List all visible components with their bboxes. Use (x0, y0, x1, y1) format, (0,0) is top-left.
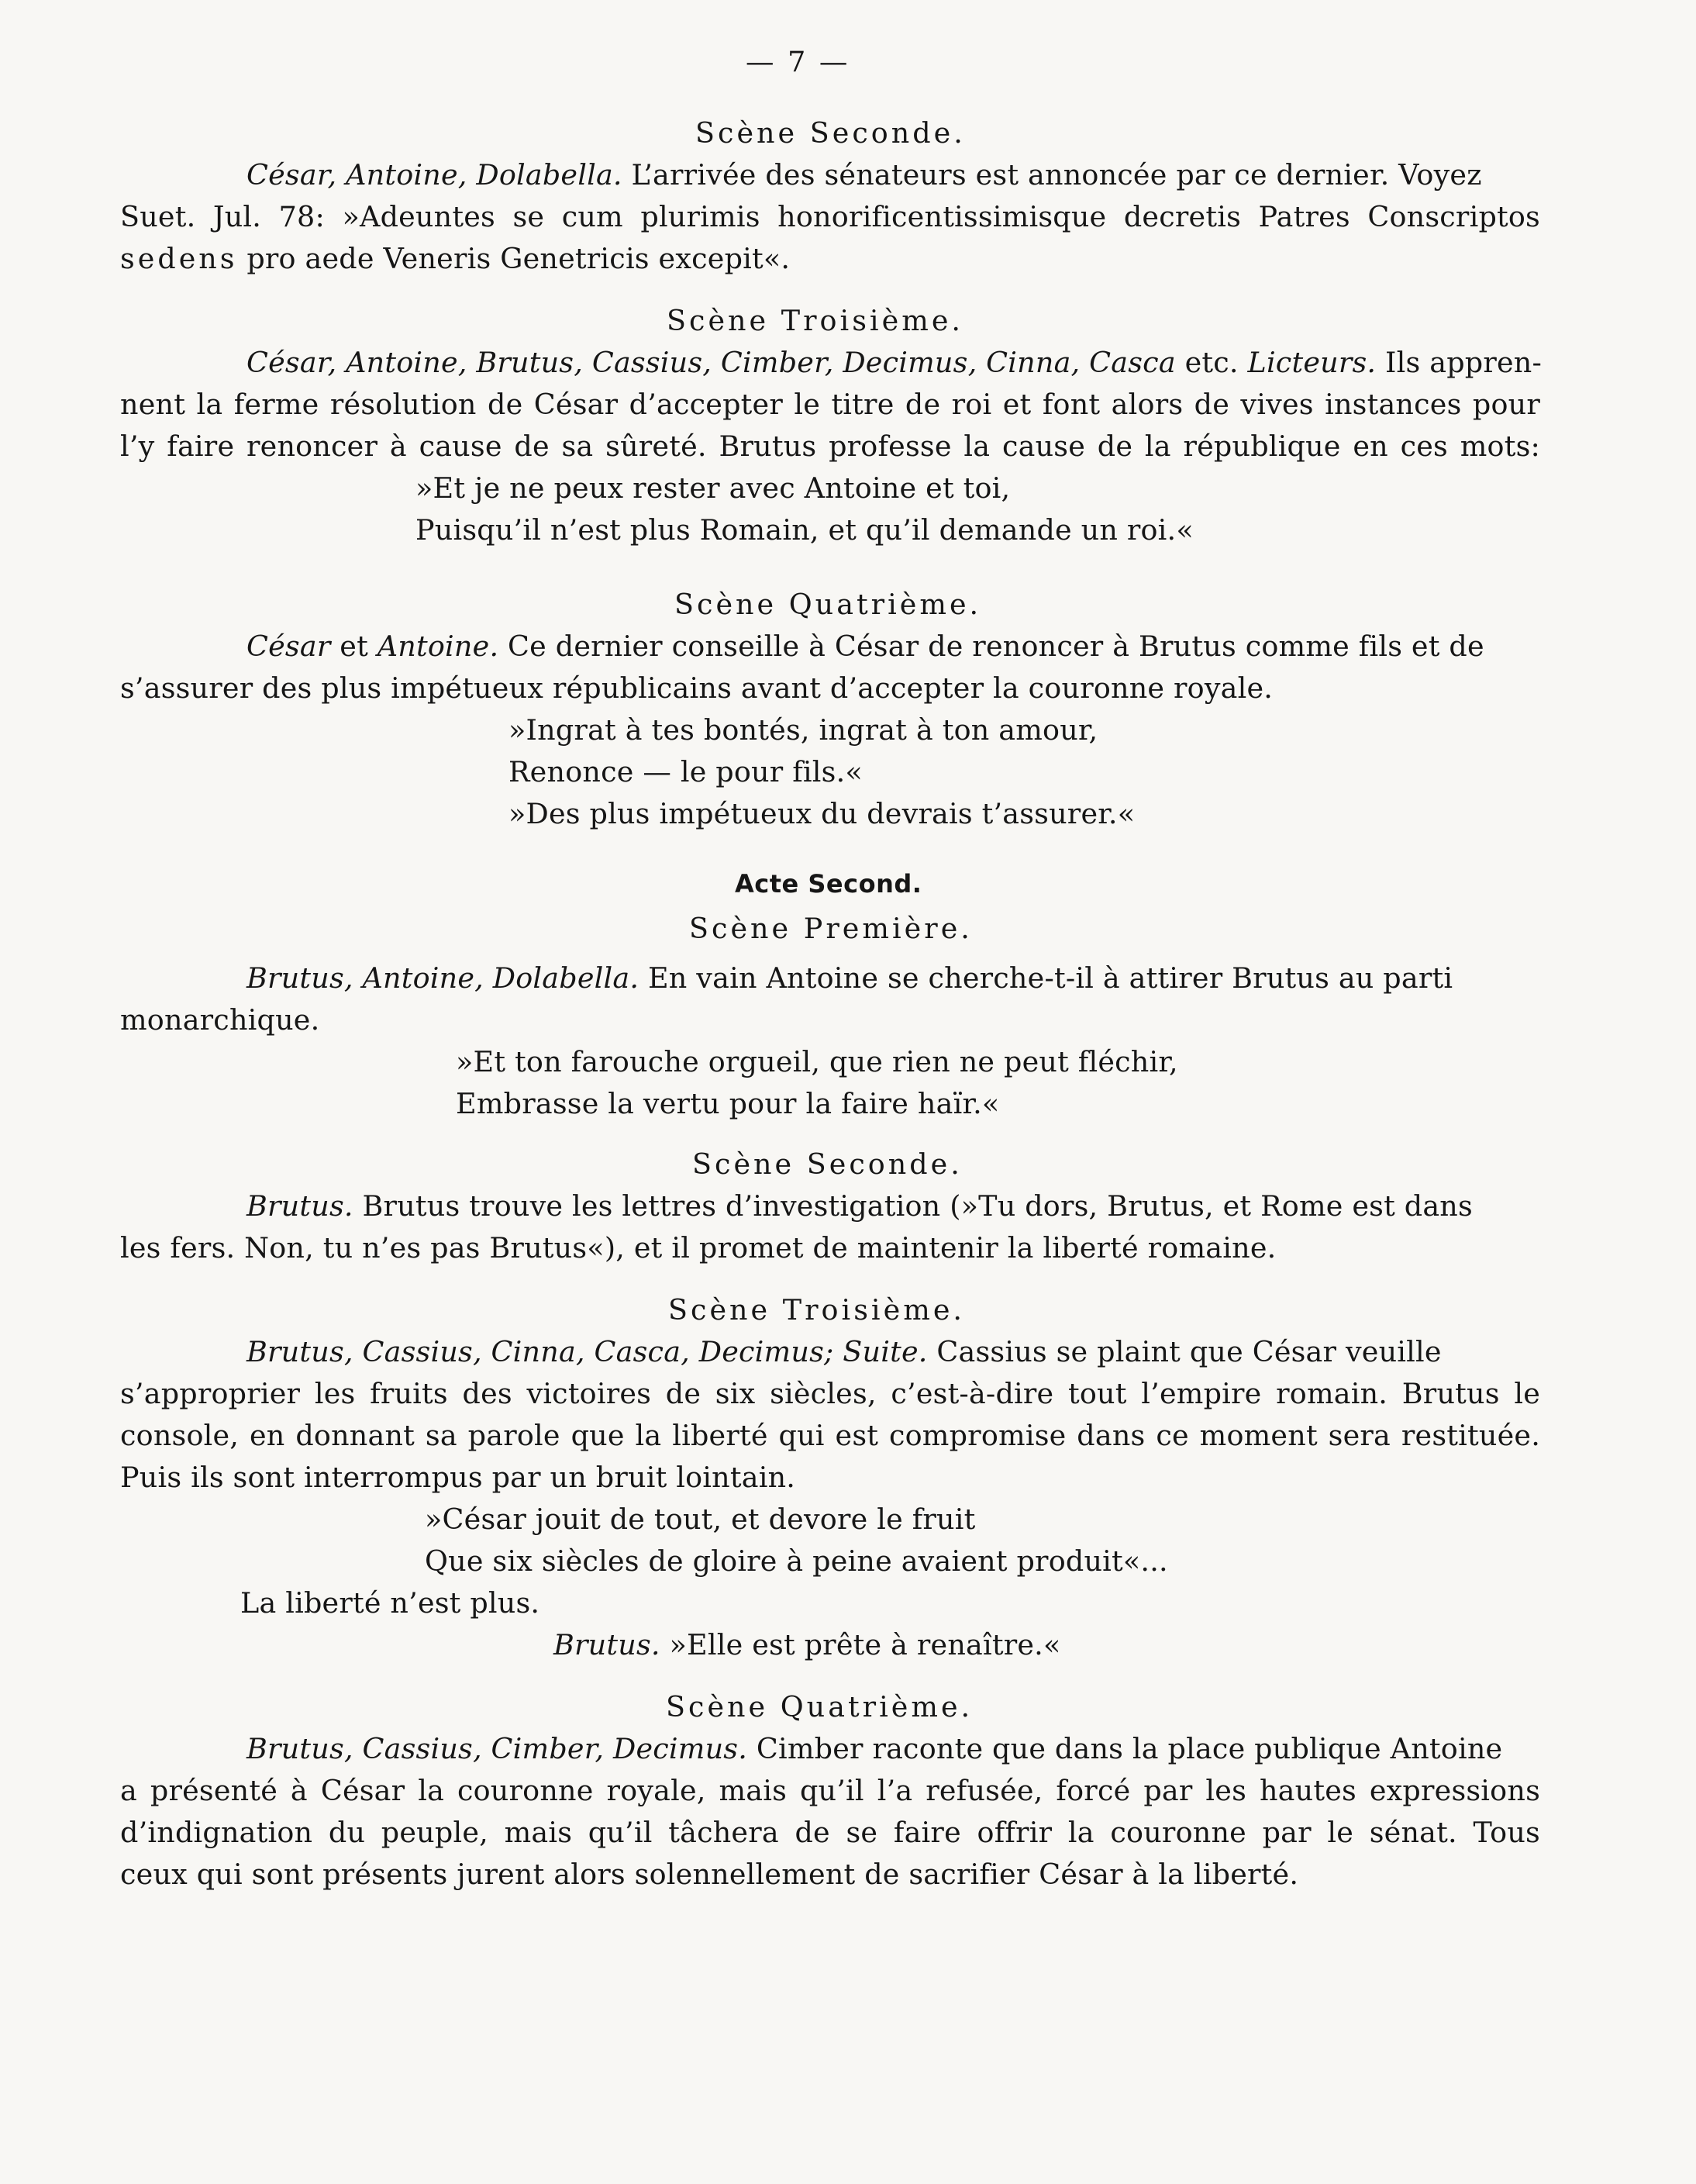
character-names: Licteurs. (1247, 346, 1377, 379)
text-span: »Elle est prête à renaître.« (660, 1628, 1061, 1661)
verse-line: Que six siècles de gloire à peine avaient produit«... (425, 1544, 1168, 1578)
act-heading: Acte Second. (735, 869, 922, 899)
text-line (246, 1189, 1473, 1223)
text-line (246, 630, 1484, 664)
text-span: L’arrivée des sénateurs est annoncée par ce dernier. Voyez (622, 158, 1482, 191)
scene-heading: Scène Quatrième. (674, 588, 982, 621)
text-span: Cimber raconte que dans la place publique Antoine (747, 1732, 1503, 1765)
text-line (246, 961, 1453, 995)
verse-line: »Des plus impétueux du devrais t’assurer.« (508, 797, 1136, 830)
text-line: s’assurer des plus impétueux républicains avant d’accepter la couronne royale. (120, 671, 1274, 705)
text-line (246, 346, 1542, 380)
text-line (246, 1335, 1442, 1369)
verse-line: »César jouit de tout, et devore le fruit (425, 1503, 976, 1536)
scene-heading: Scène Première. (689, 912, 973, 945)
text-line: Puis ils sont interrompus par un bruit lointain. (120, 1461, 796, 1494)
text-line: l’y faire renoncer à cause de sa sûreté. Brutus professe la cause de la république en ces mots: (120, 430, 1540, 463)
text-span: Ils appren- (1376, 346, 1543, 379)
text-line (120, 242, 790, 276)
text-line: a présenté à César la couronne royale, mais qu’il l’a refusée, forcé par les hautes expressions (120, 1774, 1540, 1807)
character-names: César, Antoine, Brutus, Cassius, Cimber, Decimus, Cinna, Casca (246, 346, 1176, 379)
text-span: et (330, 630, 377, 663)
character-names: Brutus, Cassius, Cimber, Decimus. (246, 1732, 748, 1765)
text-span: En vain Antoine se cherche-t-il à attirer Brutus au parti (639, 961, 1453, 995)
character-names: Antoine. (377, 630, 499, 663)
text-span: Cassius se plaint que César veuille (927, 1335, 1442, 1368)
text-line: ceux qui sont présents jurent alors solennellement de sacrifier César à la liberté. (120, 1858, 1299, 1891)
character-names: César, Antoine, Dolabella. (246, 158, 622, 191)
scene-heading: Scène Troisième. (668, 1293, 966, 1327)
character-names: Brutus. (246, 1189, 353, 1223)
verse-line: »Ingrat à tes bontés, ingrat à ton amour, (508, 713, 1098, 747)
text-line (246, 158, 1482, 192)
page-number: — 7 — (746, 45, 850, 78)
character-names: César (246, 630, 331, 663)
scene-heading: Scène Quatrième. (666, 1690, 974, 1723)
text-line: d’indignation du peuple, mais qu’il tâchera de se faire offrir la couronne par le sénat. Tous (120, 1816, 1540, 1849)
verse-line (553, 1628, 1061, 1662)
text-line: console, en donnant sa parole que la liberté qui est compromise dans ce moment sera restituée. (120, 1419, 1540, 1452)
scene-heading: Scène Troisième. (667, 304, 964, 337)
scene-heading: Scène Seconde. (695, 116, 966, 150)
verse-line: Renonce — le pour fils.« (508, 755, 863, 788)
verse-line: »Et je ne peux rester avec Antoine et toi, (415, 471, 1011, 505)
verse-line: Embrasse la vertu pour la faire haïr.« (456, 1087, 1000, 1120)
character-names: Brutus. (553, 1628, 660, 1661)
text-span: etc. (1175, 346, 1248, 379)
verse-line: Puisqu’il n’est plus Romain, et qu’il demande un roi.« (415, 513, 1194, 547)
character-names: Brutus, Cassius, Cinna, Casca, Decimus; Suite. (246, 1335, 928, 1368)
text-line (246, 1732, 1502, 1766)
spaced-word: sedens (120, 242, 238, 275)
text-line: Suet. Jul. 78: »Adeuntes se cum plurimis honorificentissimisque decretis Patres Conscriptos (120, 200, 1540, 233)
verse-line: »Et ton farouche orgueil, que rien ne peut fléchir, (456, 1045, 1178, 1078)
text-line: s’approprier les fruits des victoires de six siècles, c’est-à-dire tout l’empire romain. Brutus le (120, 1377, 1540, 1410)
text-line: les fers. Non, tu n’es pas Brutus«), et il promet de maintenir la liberté romaine. (120, 1231, 1277, 1265)
verse-line: La liberté n’est plus. (240, 1586, 540, 1620)
text-line: monarchique. (120, 1003, 320, 1037)
text-span: Brutus trouve les lettres d’investigation (»Tu dors, Brutus, et Rome est dans (353, 1189, 1473, 1223)
text-span: pro aede Veneris Genetricis excepit«. (237, 242, 791, 275)
text-span: Ce dernier conseille à César de renoncer à Brutus comme fils et de (498, 630, 1484, 663)
scene-heading: Scène Seconde. (692, 1147, 963, 1181)
text-line: nent la ferme résolution de César d’accepter le titre de roi et font alors de vives instances pour (120, 388, 1540, 421)
character-names: Brutus, Antoine, Dolabella. (246, 961, 639, 995)
